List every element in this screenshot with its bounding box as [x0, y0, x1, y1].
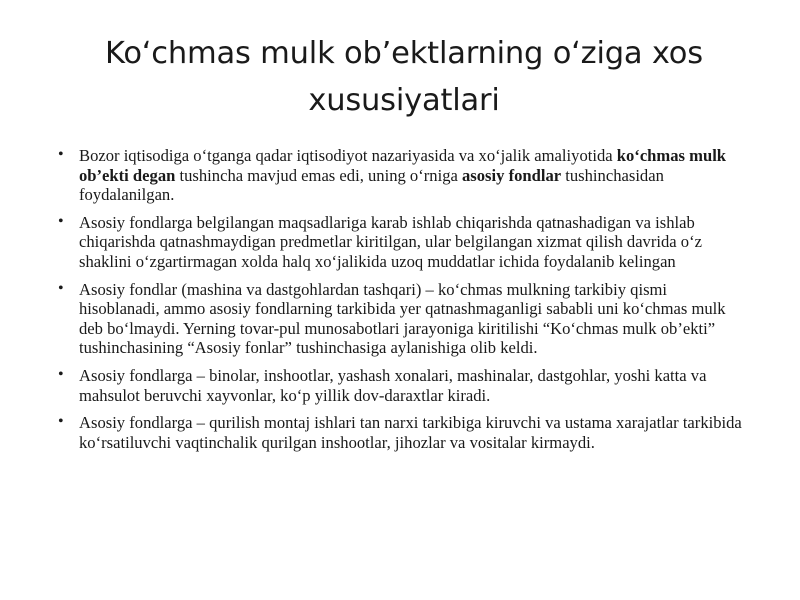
slide-title	[58, 30, 750, 124]
bullet-1-bold-term-2: asosiy fondlar	[462, 165, 562, 185]
bullet-item-1	[58, 146, 750, 205]
bullet-dot-icon: •	[58, 279, 64, 297]
bullet-5-text: Asosiy fondlarga – qurilish montaj ishlari tan narxi tarkibiga kiruvchi va ustama xarajatlar tarkibida ko‘rsatiluvchi vaqtinchalik qurilgan inshootlar, jihozlar va vositalar kirmaydi.	[79, 413, 742, 452]
bullet-item-4	[58, 366, 750, 405]
bullet-item-2	[58, 213, 750, 272]
bullet-dot-icon: •	[58, 212, 64, 230]
bullet-1-bold-term-1: ko‘chmas mulk ob’ekti degan	[79, 146, 727, 185]
bullet-dot-icon: •	[58, 146, 64, 163]
bullet-3-text: Asosiy fondlar (mashina va dastgohlardan tashqari) – ko‘chmas mulkning tarkibiy qismi hisoblanadi, ammo asosiy fondlarning tarkibida yer qatnashmaganligi sababli uni ko‘chmas mulk deb bo‘lmaydi. Yerning tovar-pul munosabotlari jarayoniga kiritilishi “Ko‘chmas mulk ob’ekti” tushinchasining “Asosiy fonlar” tushinchasiga aylanishiga olib keldi.	[79, 279, 726, 358]
bullet-2-text: Asosiy fondlarga belgilangan maqsadlariga karab ishlab chiqarishda qatnashadigan va ishlab chiqarishda qatnashmaydigan predmetlar kiritilgan, ular belgilangan xizmat qilish davrida o‘z shaklini o‘zgartirmagan xolda halq xo‘jalikida uzoq muddatlar ichida foydalanib kelingan	[79, 212, 702, 271]
slide-title-line-2: xususiyatlari	[308, 83, 500, 118]
bullet-dot-icon: •	[58, 365, 64, 383]
bullet-4-text: Asosiy fondlarga – binolar, inshootlar, yashash xonalari, mashinalar, dastgohlar, yoshi katta va mahsulot beruvchi xayvonlar, ko‘p yillik dov-daraxtlar kiradi.	[79, 365, 707, 405]
bullet-1-text-part-1: Bozor iqtisodiga o‘tganga qadar iqtisodiyot nazariyasida va xo‘jalik amaliyotida	[79, 146, 617, 165]
bullet-list	[58, 146, 750, 452]
bullet-item-5	[58, 413, 750, 452]
bullet-1-text-part-2: tushincha mavjud emas edi, uning o‘rniga	[175, 165, 462, 185]
bullet-dot-icon: •	[58, 413, 64, 431]
bullet-1-text-part-3: tushinchasidan foydalanilgan.	[79, 165, 664, 205]
bullet-item-3	[58, 280, 750, 358]
slide-title-line-1: Ko‘chmas mulk ob’ektlarning o‘ziga xos	[105, 36, 703, 71]
